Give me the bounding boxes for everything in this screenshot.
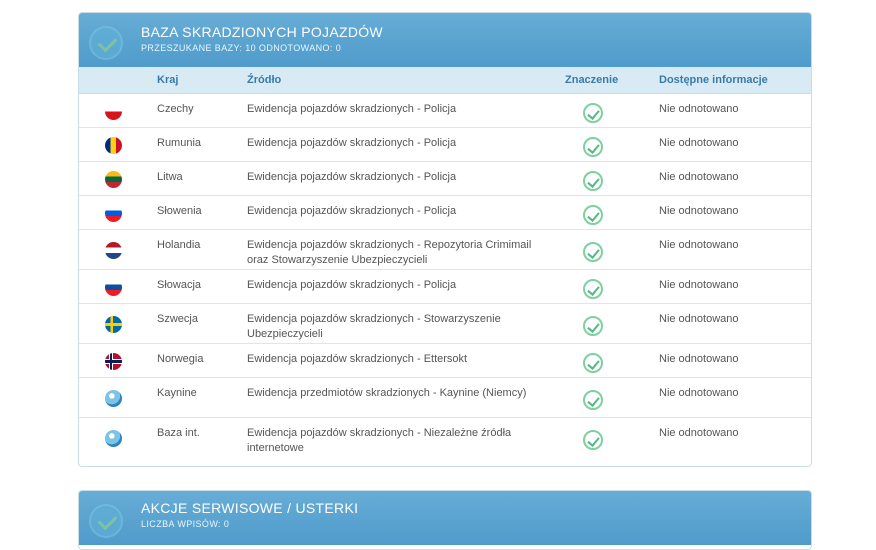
source-cell: Ewidencja pojazdów skradzionych - Stowarzyszenie Ubezpieczycieli	[247, 313, 501, 340]
table-row	[79, 128, 811, 162]
check-circle-icon	[583, 390, 603, 410]
country-cell: Rumunia	[157, 137, 202, 149]
info-cell: Nie odnotowano	[659, 313, 739, 325]
source-cell: Ewidencja pojazdów skradzionych - Repozytoria Crimimail oraz Stowarzyszenie Ubezpieczycieli	[247, 239, 532, 266]
source-cell: Ewidencja pojazdów skradzionych - Niezależne źródła internetowe	[247, 427, 512, 454]
card-subtitle: LICZBA WPISÓW: 0	[141, 519, 230, 529]
check-circle-icon	[583, 137, 603, 157]
country-cell: Słowacja	[157, 279, 202, 291]
country-cell: Norwegia	[157, 353, 204, 365]
table-row	[79, 270, 811, 304]
card-header	[79, 491, 811, 545]
country-cell: Baza int.	[157, 427, 200, 439]
country-cell: Litwa	[157, 171, 183, 183]
checkmark-badge-icon	[89, 504, 123, 538]
check-circle-icon	[583, 103, 603, 123]
lithuania-flag-icon	[105, 171, 122, 188]
card-title: BAZA SKRADZIONYCH POJAZDÓW	[141, 24, 383, 40]
table-row	[79, 344, 811, 378]
table-row	[79, 304, 811, 344]
card-header	[79, 13, 811, 67]
column-header-source: Źródło	[247, 74, 282, 86]
table-row	[79, 230, 811, 270]
country-cell: Czechy	[157, 103, 194, 115]
info-cell: Nie odnotowano	[659, 427, 739, 439]
romania-flag-icon	[105, 137, 122, 154]
source-cell: Ewidencja pojazdów skradzionych - Policja	[247, 205, 457, 217]
slovakia-flag-icon	[105, 279, 122, 296]
country-cell: Szwecja	[157, 313, 198, 325]
results-table	[79, 94, 811, 458]
card-subtitle: PRZESZUKANE BAZY: 10 ODNOTOWANO: 0	[141, 43, 342, 53]
info-cell: Nie odnotowano	[659, 137, 739, 149]
checkmark-badge-icon	[89, 26, 123, 60]
check-circle-icon	[583, 279, 603, 299]
info-cell: Nie odnotowano	[659, 279, 739, 291]
country-cell: Słowenia	[157, 205, 202, 217]
info-cell: Nie odnotowano	[659, 205, 739, 217]
service-actions-card	[78, 490, 812, 550]
table-row	[79, 378, 811, 418]
czech-flag-icon	[105, 103, 122, 120]
country-cell: Kaynine	[157, 387, 197, 399]
check-circle-icon	[583, 205, 603, 225]
table-header	[79, 67, 811, 94]
info-cell: Nie odnotowano	[659, 387, 739, 399]
norway-flag-icon	[105, 353, 122, 370]
column-header-mark: Znaczenie	[565, 74, 619, 86]
sweden-flag-icon	[105, 316, 122, 333]
check-circle-icon	[583, 430, 603, 450]
netherlands-flag-icon	[105, 242, 122, 259]
table-row	[79, 94, 811, 128]
source-cell: Ewidencja pojazdów skradzionych - Ettersokt	[247, 353, 468, 365]
source-cell: Ewidencja pojazdów skradzionych - Policja	[247, 137, 457, 149]
info-cell: Nie odnotowano	[659, 171, 739, 183]
table-row	[79, 162, 811, 196]
globe-icon	[105, 430, 122, 447]
country-cell: Holandia	[157, 239, 201, 251]
info-cell: Nie odnotowano	[659, 239, 739, 251]
check-circle-icon	[583, 316, 603, 336]
source-cell: Ewidencja pojazdów skradzionych - Policja	[247, 279, 457, 291]
table-row	[79, 196, 811, 230]
info-cell: Nie odnotowano	[659, 353, 739, 365]
source-cell: Ewidencja pojazdów skradzionych - Policja	[247, 171, 457, 183]
globe-icon	[105, 390, 122, 407]
column-header-info: Dostępne informacje	[659, 74, 768, 86]
info-cell: Nie odnotowano	[659, 103, 739, 115]
check-circle-icon	[583, 353, 603, 373]
column-header-country: Kraj	[157, 74, 179, 86]
stolen-vehicles-card	[78, 12, 812, 467]
source-cell: Ewidencja pojazdów skradzionych - Policja	[247, 103, 457, 115]
slovenia-flag-icon	[105, 205, 122, 222]
check-circle-icon	[583, 242, 603, 262]
card-title: AKCJE SERWISOWE / USTERKI	[141, 500, 359, 516]
source-cell: Ewidencja przedmiotów skradzionych - Kaynine (Niemcy)	[247, 387, 527, 399]
table-row	[79, 418, 811, 458]
check-circle-icon	[583, 171, 603, 191]
